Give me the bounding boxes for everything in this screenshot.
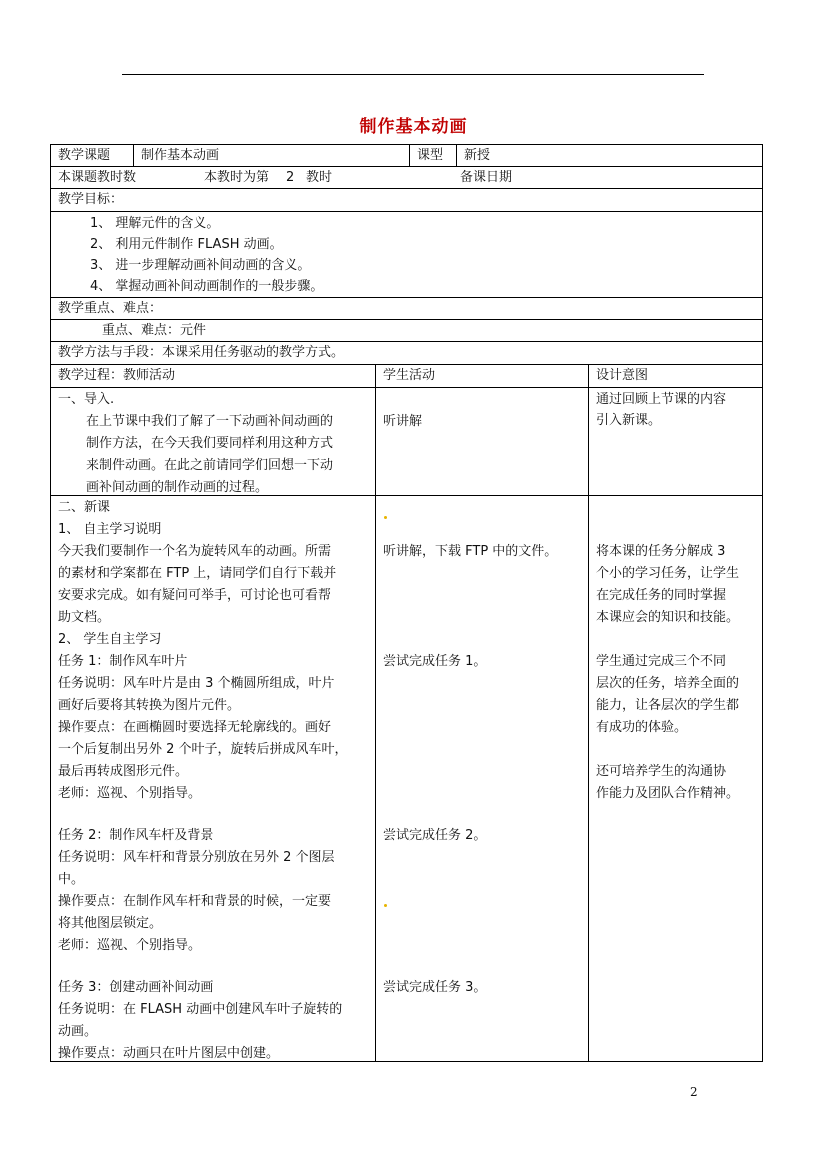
header-design-label: 设计意图	[596, 368, 649, 383]
student-activity: 尝试完成任务 1。	[383, 654, 487, 669]
newlesson-line: 将其他图层锁定。	[58, 916, 163, 931]
design-line: 将本课的任务分解成 3	[596, 544, 726, 559]
newlesson-line: 任务说明：风车杆和背景分别放在另外 2 个图层	[58, 850, 335, 865]
document-title: 制作基本动画	[359, 117, 468, 137]
current-period-number: 2	[286, 170, 295, 185]
marker-dot	[384, 904, 387, 907]
header-student-label: 学生活动	[383, 368, 436, 383]
topic-value: 制作基本动画	[141, 148, 220, 163]
intro-student: 听讲解	[383, 414, 423, 429]
design-line: 学生通过完成三个不同	[596, 654, 727, 669]
student-activity: 尝试完成任务 3。	[383, 980, 487, 995]
design-line: 层次的任务，培养全面的	[596, 676, 740, 691]
newlesson-line: 一个后复制出另外 2 个叶子，旋转后拼成风车叶，	[58, 742, 348, 757]
row-periods	[50, 166, 763, 189]
student-activity: 听讲解，下载 FTP 中的文件。	[383, 544, 558, 559]
newlesson-line: 2、 学生自主学习	[58, 632, 162, 647]
newlesson-line: 助文档。	[58, 610, 111, 625]
design-line: 作能力及团队合作精神。	[596, 786, 740, 801]
design-line: 能力，让各层次的学生都	[596, 698, 740, 713]
focus-content: 重点、难点：元件	[102, 323, 207, 338]
intro-heading: 一、导入.	[58, 392, 115, 407]
header-rule	[122, 74, 704, 75]
newlesson-line: 中。	[58, 872, 85, 887]
newlesson-line: 任务说明：在 FLASH 动画中创建风车叶子旋转的	[58, 1002, 343, 1017]
newlesson-line: 老师：巡视、个别指导。	[58, 938, 202, 953]
newlesson-line: 任务说明：风车叶片是由 3 个椭圆所组成，叶片	[58, 676, 335, 691]
intro-line: 画补间动画的制作动画的过程。	[86, 480, 269, 495]
newlesson-line: 任务 2：制作风车杆及背景	[58, 828, 214, 843]
intro-line: 在上节课中我们了解了一下动画补间动画的	[86, 414, 334, 429]
newlesson-line: 任务 3：创建动画补间动画	[58, 980, 214, 995]
type-value: 新授	[464, 148, 491, 163]
design-line: 还可培养学生的沟通协	[596, 764, 727, 779]
page-number: 2	[690, 1085, 698, 1099]
intro-design-line: 通过回顾上节课的内容	[596, 392, 727, 407]
design-line: 有成功的体验。	[596, 720, 688, 735]
newlesson-line: 操作要点：动画只在叶片图层中创建。	[58, 1046, 280, 1061]
newlesson-line: 操作要点：在画椭圆时要选择无轮廓线的。画好	[58, 720, 332, 735]
design-line: 个小的学习任务，让学生	[596, 566, 740, 581]
newlesson-line: 二、新课	[58, 500, 111, 515]
row-objectives-label	[50, 188, 763, 212]
objective-item: 4、 掌握动画补间动画制作的一般步骤。	[90, 279, 324, 294]
newlesson-line: 今天我们要制作一个名为旋转风车的动画。所需	[58, 544, 332, 559]
newlesson-line: 操作要点：在制作风车杆和背景的时候，一定要	[58, 894, 332, 909]
objective-item: 2、 利用元件制作 FLASH 动画。	[90, 237, 283, 252]
newlesson-line: 老师：巡视、个别指导。	[58, 786, 202, 801]
objective-item: 3、 进一步理解动画补间动画的含义。	[90, 258, 311, 273]
design-line: 本课应会的知识和技能。	[596, 610, 740, 625]
objectives-label: 教学目标：	[58, 192, 124, 207]
newlesson-line: 最后再转成图形元件。	[58, 764, 189, 779]
current-period-suffix: 教时	[306, 170, 333, 185]
newlesson-line: 任务 1：制作风车叶片	[58, 654, 188, 669]
design-line: 在完成任务的同时掌握	[596, 588, 727, 603]
marker-dot	[384, 516, 387, 519]
current-period-prefix: 本教时为第	[204, 170, 270, 185]
intro-design-line: 引入新课。	[596, 413, 662, 428]
newlesson-line: 画好后要将其转换为图片元件。	[58, 698, 241, 713]
prep-date-label: 备课日期	[460, 170, 513, 185]
intro-line: 来制件动画。在此之前请同学们回想一下动	[86, 458, 334, 473]
intro-line: 制作方法，在今天我们要同样利用这种方式	[86, 436, 334, 451]
intro-student-cell	[375, 387, 589, 496]
header-teacher-label: 教学过程：教师活动	[58, 368, 176, 383]
newlesson-line: 安要求完成。如有疑问可举手，可讨论也可看帮	[58, 588, 332, 603]
newlesson-line: 1、 自主学习说明	[58, 522, 162, 537]
type-label: 课型	[417, 148, 444, 163]
student-activity: 尝试完成任务 2。	[383, 828, 487, 843]
focus-label: 教学重点、难点：	[58, 301, 163, 316]
topic-label: 教学课题	[58, 148, 111, 163]
method-text: 教学方法与手段：本课采用任务驱动的教学方式。	[58, 345, 345, 360]
total-periods-label: 本课题教时数	[58, 170, 137, 185]
newlesson-line: 动画。	[58, 1024, 98, 1039]
newlesson-line: 的素材和学案都在 FTP 上，请同学们自行下载并	[58, 566, 337, 581]
cell-type	[456, 144, 763, 167]
objective-item: 1、 理解元件的含义。	[90, 216, 220, 231]
